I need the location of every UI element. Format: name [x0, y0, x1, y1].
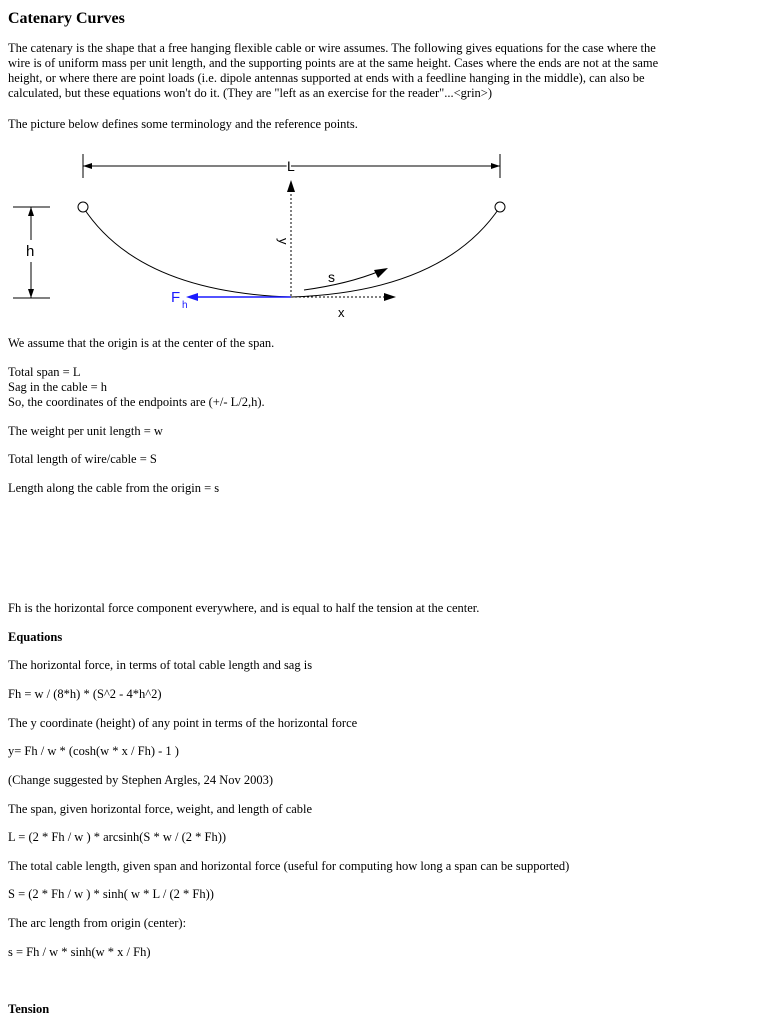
equations-heading: Equations	[8, 630, 63, 644]
label-F: F	[171, 289, 181, 306]
arc-length-definition: Length along the cable from the origin = s	[8, 481, 220, 495]
equation-y-coordinate: y= Fh / w * (cosh(w * x / Fh) - 1 )	[8, 744, 179, 758]
left-support	[78, 202, 88, 212]
force-arrowhead	[186, 293, 198, 301]
right-support	[495, 202, 505, 212]
equation-description: The arc length from origin (center):	[8, 916, 187, 930]
height-bottom-arrow	[28, 289, 34, 298]
equation-horizontal-force: Fh = w / (8*h) * (S^2 - 4*h^2)	[8, 687, 162, 701]
definitions-block	[8, 365, 265, 410]
y-axis-arrow	[287, 180, 295, 192]
x-axis-arrow	[384, 293, 396, 301]
arc-length-arrow	[304, 271, 380, 290]
definition-line: Sag in the cable = h	[8, 380, 108, 394]
equation-arc-length: s = Fh / w * sinh(w * x / Fh)	[8, 945, 151, 959]
label-s: s	[328, 269, 335, 285]
label-y: y	[276, 238, 291, 245]
origin-assumption: We assume that the origin is at the center of the span.	[8, 336, 275, 350]
intro-line: height, or where there are point loads (i.e. dipole antennas supported at ends with a feedline hanging in the middle), can also be	[8, 71, 645, 85]
total-length-definition: Total length of wire/cable = S	[8, 452, 157, 466]
label-L: L	[287, 158, 295, 174]
height-top-arrow	[28, 207, 34, 216]
fh-description: Fh is the horizontal force component everywhere, and is equal to half the tension at the center.	[8, 601, 480, 615]
equation-description: The total cable length, given span and horizontal force (useful for computing how long a span can be supported)	[8, 859, 570, 873]
intro-paragraph	[8, 41, 698, 101]
equation-description: The span, given horizontal force, weight, and length of cable	[8, 802, 313, 816]
intro-line: calculated, but these equations won't do it. (They are "left as an exercise for the reader"...<grin>)	[8, 86, 493, 100]
equation-description: The y coordinate (height) of any point in terms of the horizontal force	[8, 716, 358, 730]
label-F-subscript: h	[182, 300, 188, 311]
label-x: x	[338, 305, 345, 320]
weight-definition: The weight per unit length = w	[8, 424, 163, 438]
span-right-arrow	[491, 163, 500, 169]
arc-length-arrowhead	[374, 268, 388, 278]
tension-heading: Tension	[8, 1002, 50, 1016]
picture-intro: The picture below defines some terminology and the reference points.	[8, 117, 358, 131]
intro-line: wire is of uniform mass per unit length, and the supporting points are at the same height. Cases where the ends are not at the same	[8, 56, 659, 70]
intro-line: The catenary is the shape that a free hanging flexible cable or wire assumes. The following gives equations for the case where the	[8, 41, 656, 55]
equation-note: (Change suggested by Stephen Argles, 24 Nov 2003)	[8, 773, 274, 787]
definition-line: Total span = L	[8, 365, 81, 379]
span-left-arrow	[83, 163, 92, 169]
equation-description: The horizontal force, in terms of total cable length and sag is	[8, 658, 313, 672]
equation-total-length: S = (2 * Fh / w ) * sinh( w * L / (2 * Fh))	[8, 887, 214, 901]
catenary-diagram	[8, 140, 528, 330]
page-title: Catenary Curves	[8, 10, 125, 27]
label-h: h	[26, 243, 35, 260]
definition-line: So, the coordinates of the endpoints are (+/- L/2,h).	[8, 395, 265, 409]
equation-span: L = (2 * Fh / w ) * arcsinh(S * w / (2 * Fh))	[8, 830, 227, 844]
